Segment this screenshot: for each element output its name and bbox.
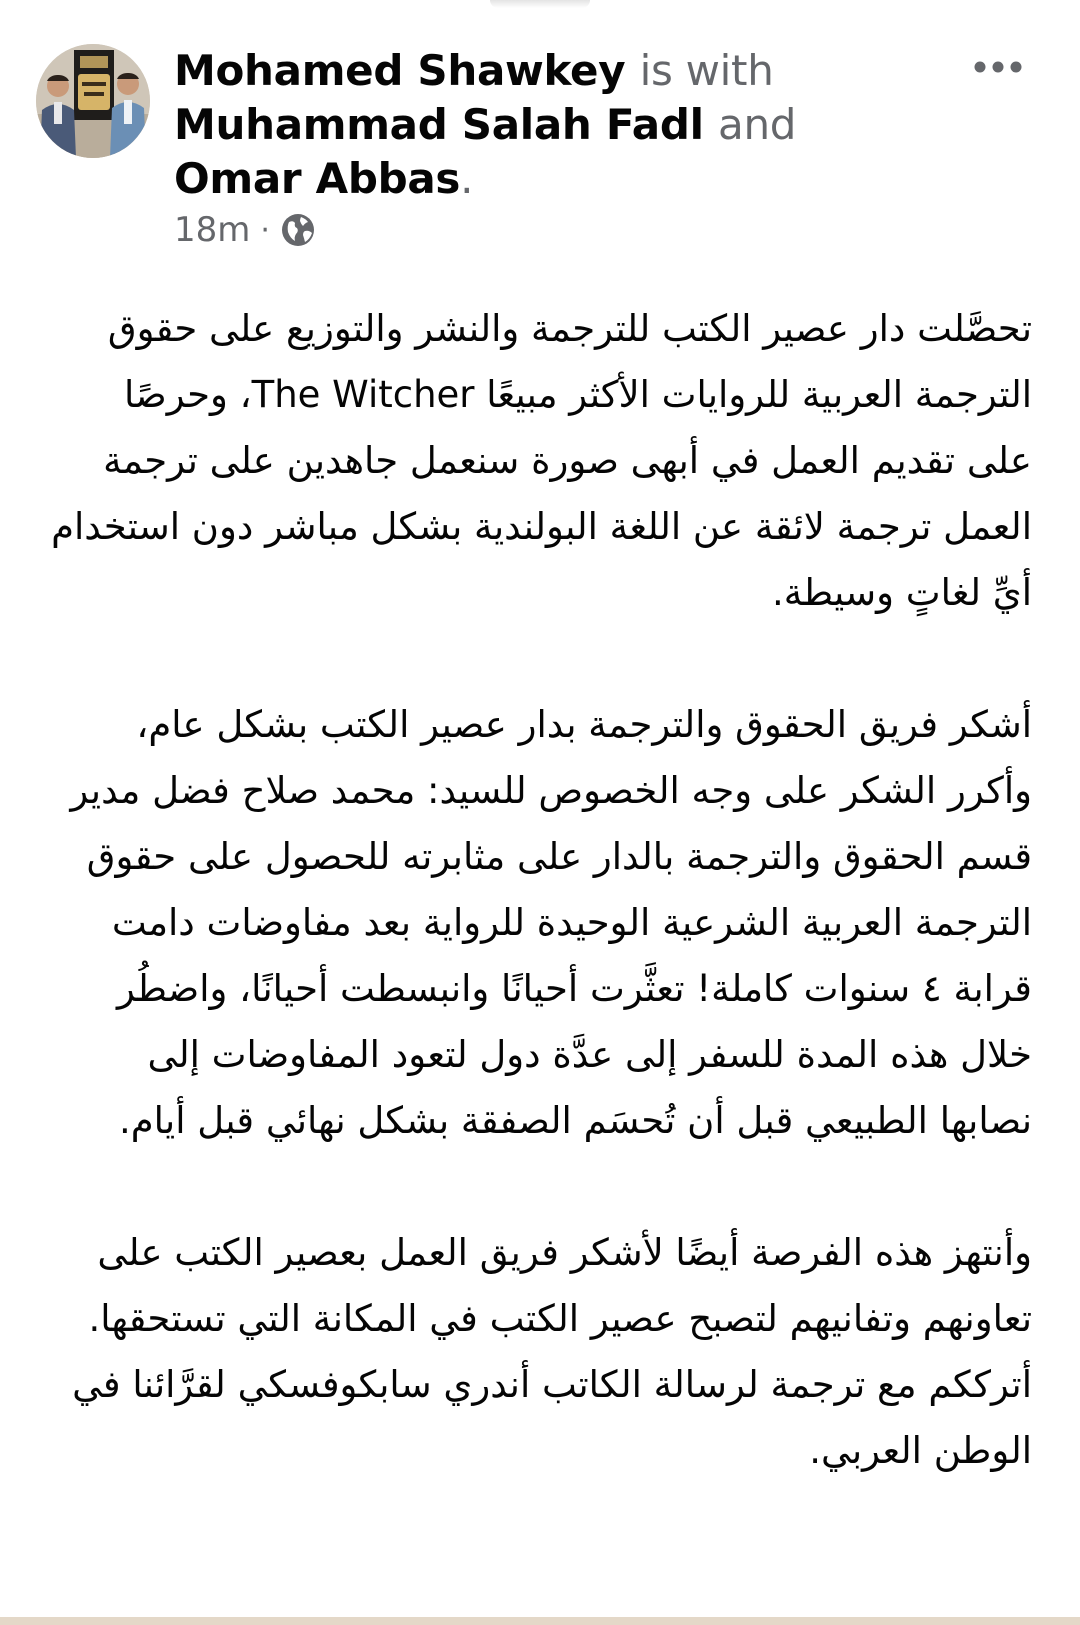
post-header [36,44,1044,264]
meta-separator: · [260,212,270,248]
post-paragraph-4: أترككم مع ترجمة لرسالة الكاتب أندري سابكوفسكي لقرَّائنا في الوطن العربي. [72,1363,1032,1472]
post-meta [174,210,316,250]
post-time[interactable]: 18m [174,210,251,250]
post-paragraph-3: وأنتهز هذه الفرصة أيضًا لأشكر فريق العمل بعصير الكتب على تعاونهم وتفانيهم لتصبح عصير الكتب في المكانة التي تستحقها. [88,1231,1032,1340]
bottom-image-edge [0,1617,1080,1625]
author-name[interactable]: Mohamed Shawkey [174,46,626,95]
post-paragraph-2: أشكر فريق الحقوق والترجمة بدار عصير الكتب بشكل عام، وأكرر الشكر على وجه الخصوص للسيد: محمد صلاح فضل مدير قسم الحقوق والترجمة بالدار على مثابرته للحصول على حقوق الترجمة العربية الشرعية الوحيدة للرواية بعد مفاوضات دامت قرابة ٤ سنوات كاملة! تعثَّرت أحيانًا وانبسطت أحيانًا، واضطُر خلال هذه المدة للسفر إلى عدَّة دول لتعود المفاوضات إلى نصابها الطبيعي قبل أن تُحسَم الصفقة بشكل نهائي قبل أيام. [70,703,1032,1142]
period-text: . [460,154,474,203]
post-author-line [174,44,894,206]
avatar[interactable] [36,44,150,158]
more-horizontal-icon [968,52,1028,82]
and-text: and [718,100,797,149]
post-text [48,296,1032,1484]
more-options-button[interactable] [968,52,1028,82]
tagged-user-2[interactable]: Omar Abbas [174,154,461,203]
with-text: is with [639,46,774,95]
tagged-user-1[interactable]: Muhammad Salah Fadl [174,100,704,149]
globe-icon[interactable] [280,212,316,248]
post-paragraph-1: تحصَّلت دار عصير الكتب للترجمة والنشر والتوزيع على حقوق الترجمة العربية للروايات الأكثر مبيعًا The Witcher، وحرصًا على تقديم العمل في أبهى صورة سنعمل جاهدين على ترجمة العمل ترجمة لائقة عن اللغة البولندية بشكل مباشر دون استخدام أيِّ لغاتٍ وسيطة. [51,307,1032,614]
top-scroll-shadow [490,0,590,8]
